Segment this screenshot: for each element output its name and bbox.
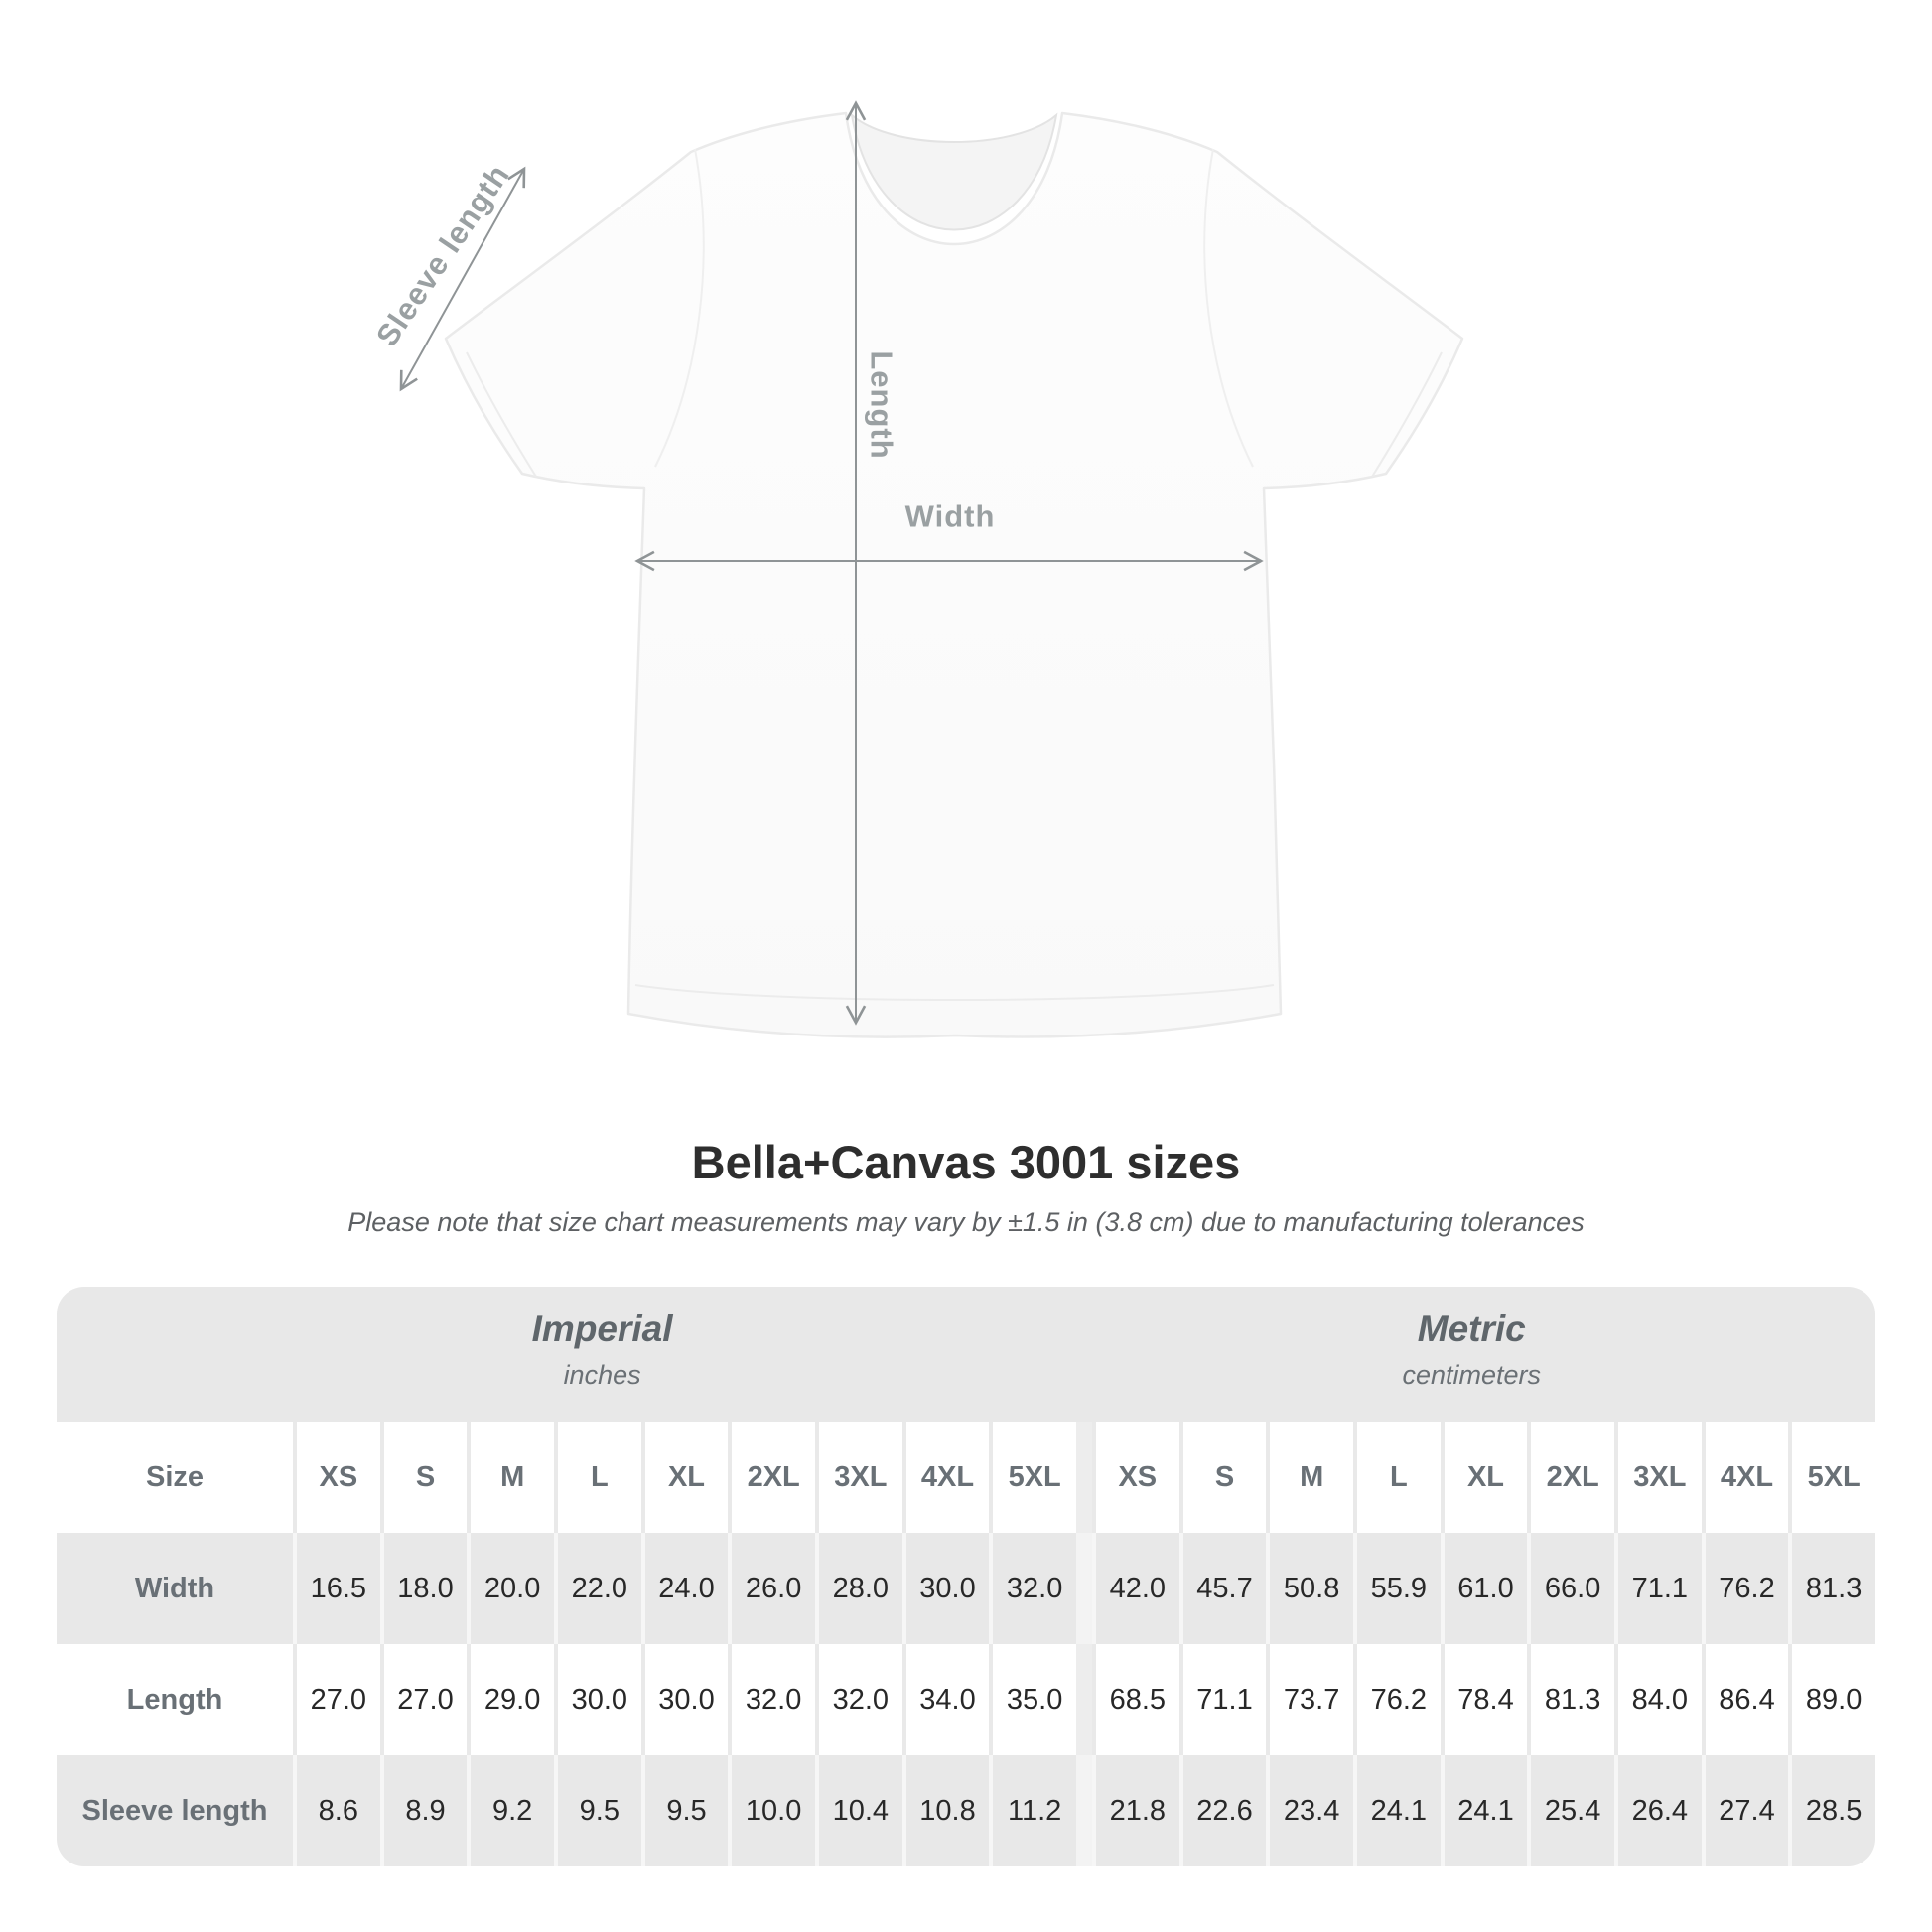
size-table bbox=[57, 1287, 1875, 1866]
size-label: L bbox=[554, 1422, 641, 1533]
cell-value: 27.0 bbox=[293, 1644, 380, 1755]
size-label: 5XL bbox=[1788, 1422, 1875, 1533]
imperial-metric-divider bbox=[1076, 1755, 1092, 1866]
cell-value: 34.0 bbox=[902, 1644, 990, 1755]
row-label: Length bbox=[126, 1683, 223, 1716]
cell-value: 9.5 bbox=[641, 1755, 729, 1866]
cell-value: 32.0 bbox=[989, 1533, 1076, 1644]
cell-value: 23.4 bbox=[1266, 1755, 1353, 1866]
cell-value: 21.8 bbox=[1092, 1755, 1179, 1866]
size-label: 3XL bbox=[1614, 1422, 1702, 1533]
metric-unit-label: centimeters bbox=[1402, 1360, 1542, 1390]
size-chart-subtitle: Please note that size chart measurements may vary by ±1.5 in (3.8 cm) due to manufacturing tolerances bbox=[347, 1207, 1585, 1237]
size-label: XL bbox=[1441, 1422, 1528, 1533]
imperial-header: Imperial bbox=[531, 1309, 673, 1349]
table-row bbox=[57, 1755, 1875, 1866]
cell-value: 27.0 bbox=[380, 1644, 468, 1755]
table-row bbox=[57, 1644, 1875, 1755]
unit-group-metric bbox=[1403, 1309, 1542, 1391]
size-column-header: Size bbox=[145, 1460, 205, 1493]
cell-value: 81.3 bbox=[1788, 1533, 1875, 1644]
size-label: S bbox=[380, 1422, 468, 1533]
size-label: 2XL bbox=[728, 1422, 815, 1533]
size-label: XS bbox=[1092, 1422, 1179, 1533]
size-chart-title: Bella+Canvas 3001 sizes bbox=[691, 1136, 1241, 1188]
cell-value: 28.5 bbox=[1788, 1755, 1875, 1866]
size-label: 4XL bbox=[1702, 1422, 1789, 1533]
cell-value: 26.4 bbox=[1614, 1755, 1702, 1866]
imperial-metric-divider bbox=[1076, 1533, 1092, 1644]
row-label: Width bbox=[134, 1572, 215, 1604]
cell-value: 27.4 bbox=[1702, 1755, 1789, 1866]
cell-value: 8.6 bbox=[293, 1755, 380, 1866]
cell-value: 68.5 bbox=[1092, 1644, 1179, 1755]
size-label: 3XL bbox=[815, 1422, 902, 1533]
cell-value: 29.0 bbox=[467, 1644, 554, 1755]
table-row bbox=[57, 1533, 1875, 1644]
cell-value: 89.0 bbox=[1788, 1644, 1875, 1755]
cell-value: 30.0 bbox=[554, 1644, 641, 1755]
cell-value: 73.7 bbox=[1266, 1644, 1353, 1755]
cell-value: 9.2 bbox=[467, 1755, 554, 1866]
cell-value: 22.6 bbox=[1179, 1755, 1267, 1866]
cell-value: 10.0 bbox=[728, 1755, 815, 1866]
cell-value: 24.0 bbox=[641, 1533, 729, 1644]
imperial-metric-divider bbox=[1076, 1644, 1092, 1755]
cell-value: 71.1 bbox=[1614, 1533, 1702, 1644]
cell-value: 81.3 bbox=[1527, 1644, 1614, 1755]
cell-value: 42.0 bbox=[1092, 1533, 1179, 1644]
cell-value: 24.1 bbox=[1441, 1755, 1528, 1866]
cell-value: 35.0 bbox=[989, 1644, 1076, 1755]
cell-value: 76.2 bbox=[1702, 1533, 1789, 1644]
unit-header-band bbox=[57, 1287, 1875, 1422]
cell-value: 76.2 bbox=[1353, 1644, 1441, 1755]
cell-value: 28.0 bbox=[815, 1533, 902, 1644]
cell-value: 22.0 bbox=[554, 1533, 641, 1644]
cell-value: 45.7 bbox=[1179, 1533, 1267, 1644]
size-label: M bbox=[467, 1422, 554, 1533]
cell-value: 24.1 bbox=[1353, 1755, 1441, 1866]
cell-value: 30.0 bbox=[641, 1644, 729, 1755]
tshirt-body bbox=[446, 113, 1462, 1037]
size-header-row bbox=[57, 1422, 1875, 1533]
size-label: XS bbox=[293, 1422, 380, 1533]
size-label: 2XL bbox=[1527, 1422, 1614, 1533]
imperial-unit-label: inches bbox=[563, 1360, 641, 1390]
cell-value: 10.4 bbox=[815, 1755, 902, 1866]
metric-header: Metric bbox=[1417, 1309, 1526, 1349]
size-table-rows bbox=[57, 1422, 1875, 1866]
cell-value: 32.0 bbox=[815, 1644, 902, 1755]
cell-value: 66.0 bbox=[1527, 1533, 1614, 1644]
cell-value: 50.8 bbox=[1266, 1533, 1353, 1644]
cell-value: 20.0 bbox=[467, 1533, 554, 1644]
cell-value: 32.0 bbox=[728, 1644, 815, 1755]
cell-value: 78.4 bbox=[1441, 1644, 1528, 1755]
cell-value: 26.0 bbox=[728, 1533, 815, 1644]
cell-value: 61.0 bbox=[1441, 1533, 1528, 1644]
cell-value: 30.0 bbox=[902, 1533, 990, 1644]
cell-value: 9.5 bbox=[554, 1755, 641, 1866]
imperial-metric-divider bbox=[1076, 1422, 1092, 1533]
cell-value: 16.5 bbox=[293, 1533, 380, 1644]
unit-group-imperial bbox=[532, 1309, 673, 1391]
width-label: Width bbox=[904, 498, 996, 534]
size-label: XL bbox=[641, 1422, 729, 1533]
cell-value: 11.2 bbox=[989, 1755, 1076, 1866]
cell-value: 71.1 bbox=[1179, 1644, 1267, 1755]
cell-value: 18.0 bbox=[380, 1533, 468, 1644]
size-label: 5XL bbox=[989, 1422, 1076, 1533]
cell-value: 8.9 bbox=[380, 1755, 468, 1866]
cell-value: 10.8 bbox=[902, 1755, 990, 1866]
cell-value: 25.4 bbox=[1527, 1755, 1614, 1866]
length-label: Length bbox=[864, 350, 899, 460]
size-label: L bbox=[1353, 1422, 1441, 1533]
sleeve-length-label: Sleeve length bbox=[368, 157, 517, 353]
size-label: 4XL bbox=[902, 1422, 990, 1533]
row-label: Sleeve length bbox=[81, 1794, 268, 1827]
tshirt-image bbox=[446, 113, 1462, 1037]
size-label: S bbox=[1179, 1422, 1267, 1533]
cell-value: 55.9 bbox=[1353, 1533, 1441, 1644]
cell-value: 84.0 bbox=[1614, 1644, 1702, 1755]
cell-value: 86.4 bbox=[1702, 1644, 1789, 1755]
size-label: M bbox=[1266, 1422, 1353, 1533]
